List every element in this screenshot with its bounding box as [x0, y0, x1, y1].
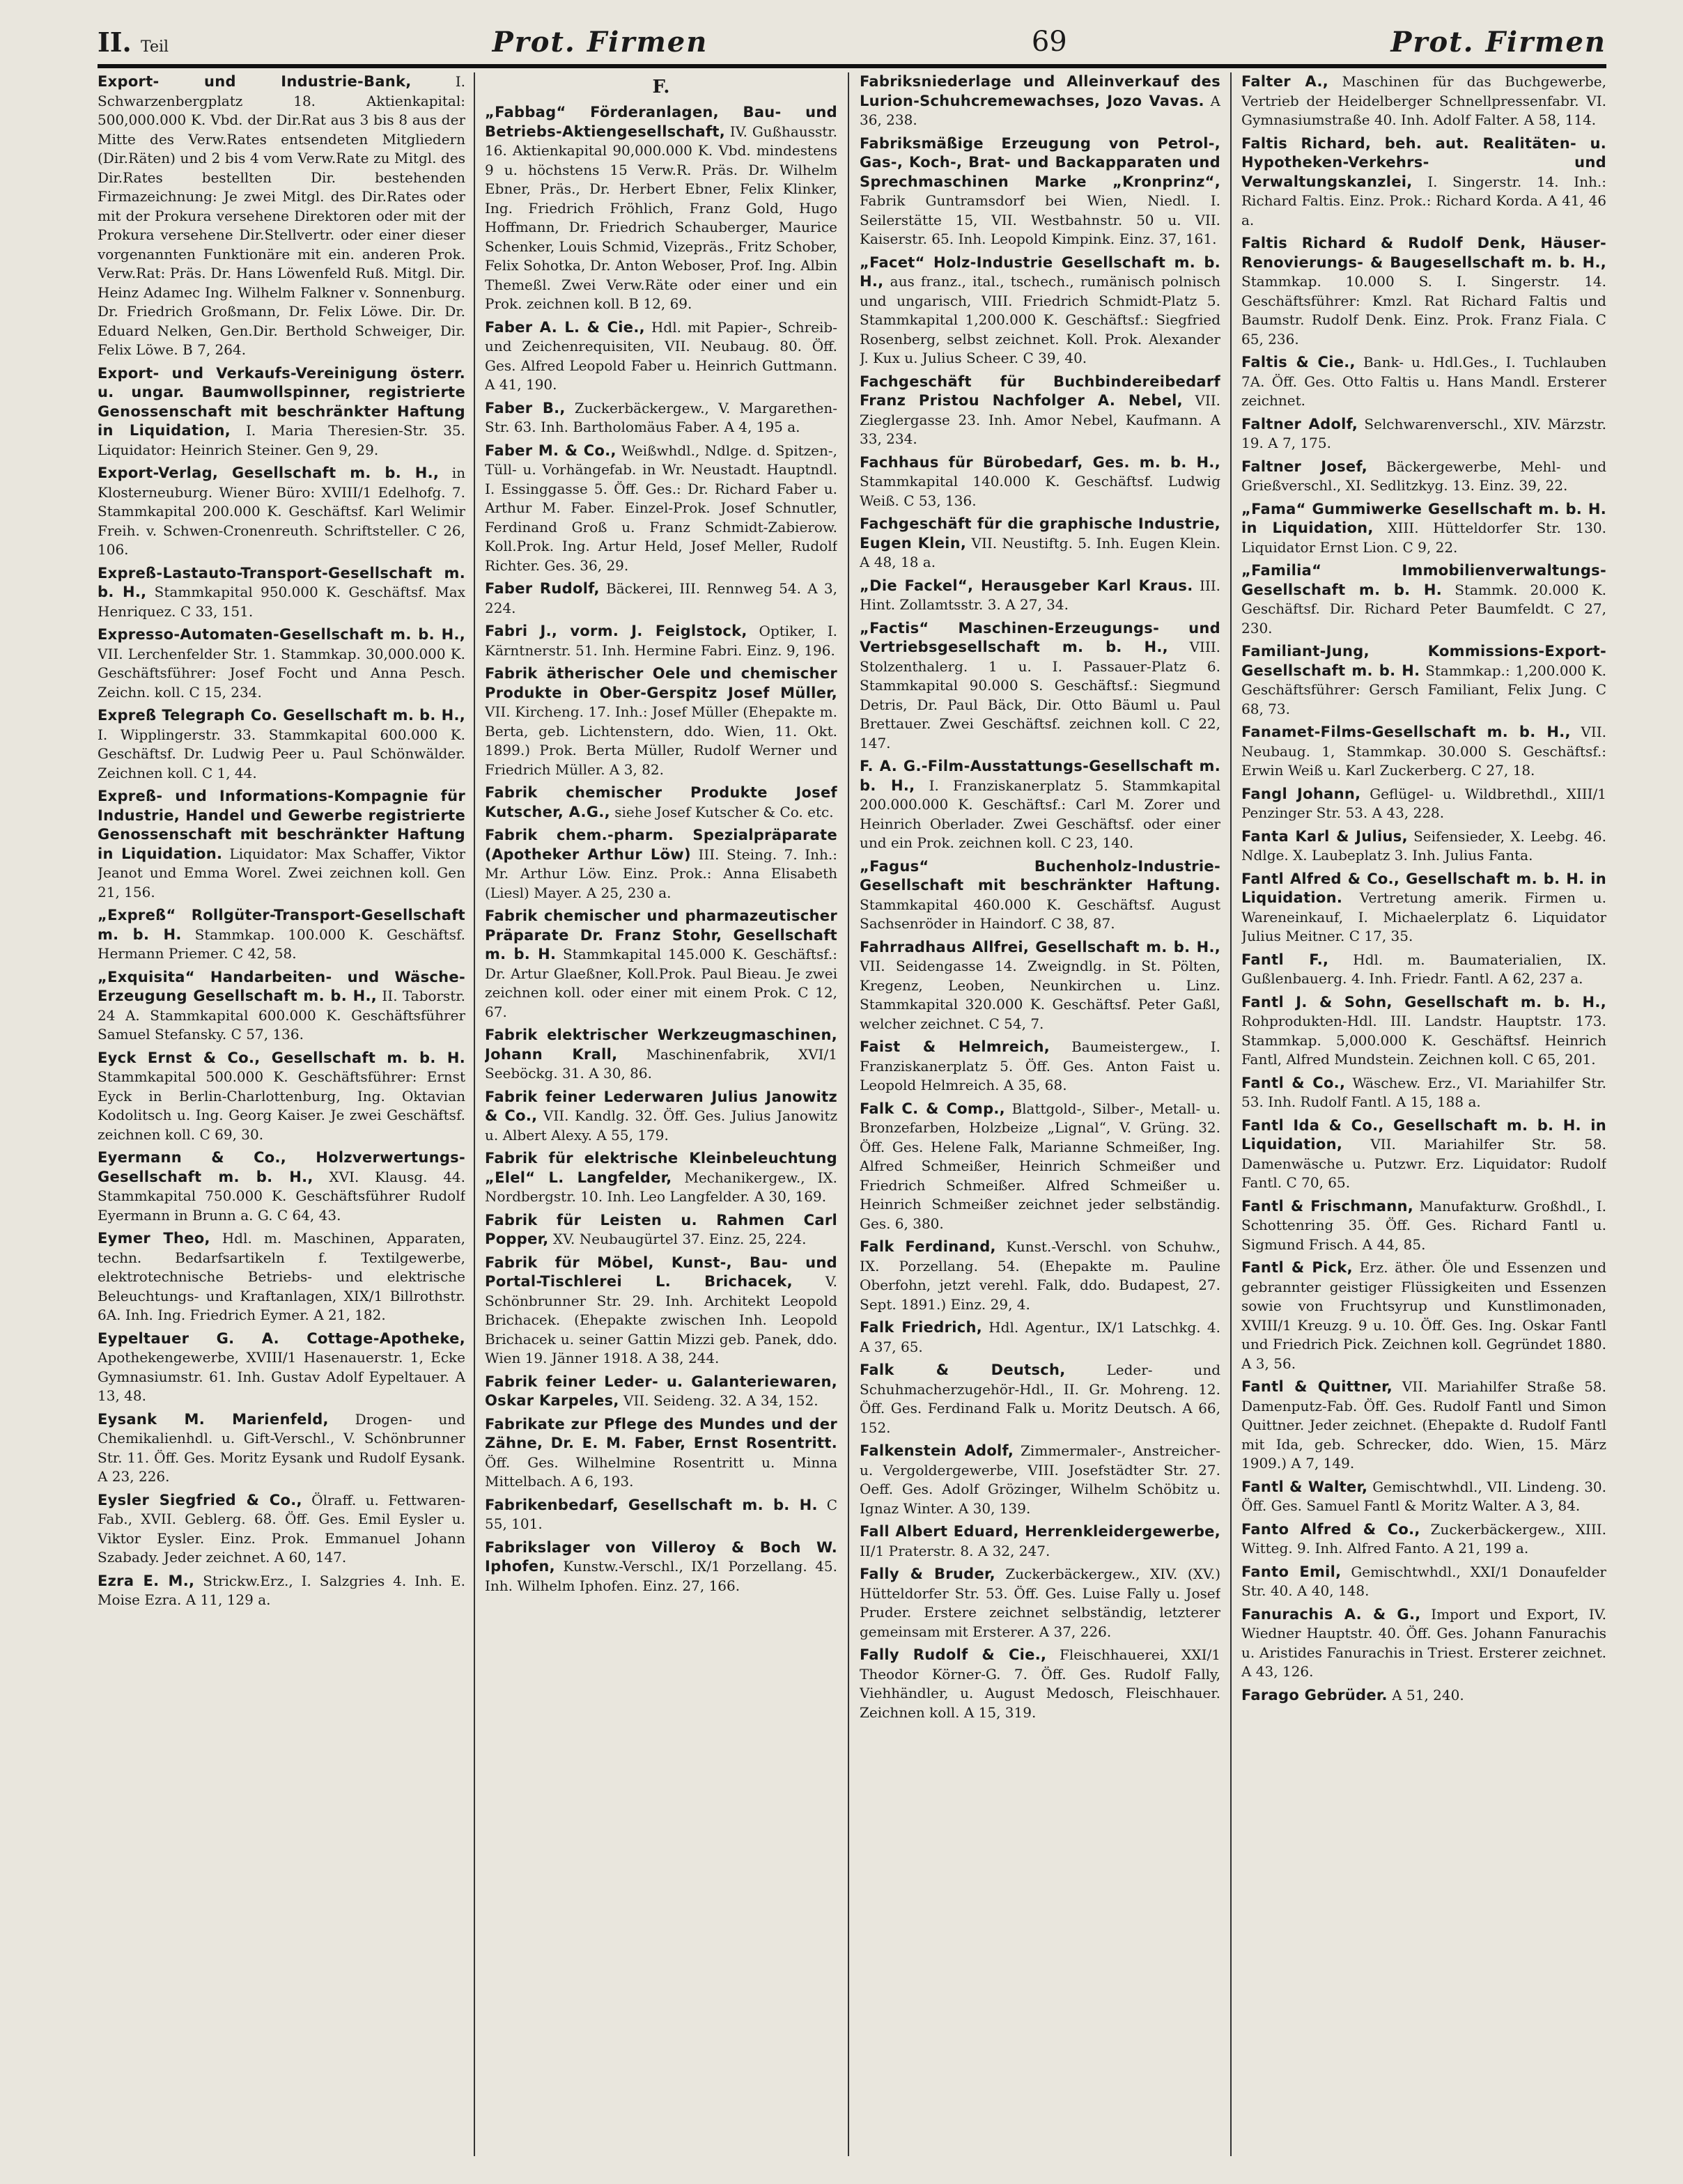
directory-entry [485, 1088, 837, 1146]
firm-name: „Expreß“ Rollgüter-Transport-Gesellschaft m. b. H. [98, 907, 465, 943]
directory-entry [98, 72, 465, 360]
entry-details: Stammkapital 145.000 K. Geschäftsf.: Dr. Artur Glaeßner, Koll.Prok. Paul Bieau. Je zwei zeichnen koll. oder einer mit einem Prok. C 12, 67. [485, 946, 837, 1020]
firm-name: Fabrik für Möbel, Kunst-, Bau- und Portal-Tischlerei L. Brichacek, [485, 1254, 837, 1290]
directory-entry [1241, 1116, 1606, 1193]
directory-entry [1241, 134, 1606, 231]
firm-name: Falk C. & Comp., [860, 1100, 1005, 1117]
firm-name: Fachhaus für Bürobedarf, Ges. m. b. H., [860, 453, 1220, 471]
directory-entry [98, 1572, 465, 1610]
directory-entry [1241, 870, 1606, 946]
directory-entry [98, 906, 465, 964]
entry-details: Maschinenfabrik, XVI/1 Seeböckg. 31. A 30, 86. [485, 1045, 837, 1082]
entry-details: A 51, 240. [1392, 1686, 1464, 1703]
column-divider [848, 72, 849, 2156]
entry-details: Leder- und Schuhmacherzugehör-Hdl., II. Gr. Mohreng. 12. Öff. Ges. Ferdinand Falk u. Moritz Deutsch. A 66, 152. [860, 1362, 1220, 1436]
firm-name: Faltis Richard, beh. aut. Realitäten- u. Hypotheken-Verkehrs- und Verwaltungskanzlei, [1241, 134, 1606, 190]
directory-entry [1241, 951, 1606, 989]
firm-name: Faber M. & Co., [485, 442, 616, 459]
firm-name: Fabrik feiner Leder- u. Galanteriewaren, Oskar Karpeles, [485, 1373, 837, 1409]
firm-name: „Factis“ Maschinen-Erzeugungs- und Vertriebsgesellschaft m. b. H., [860, 619, 1220, 655]
entry-details: VII. Lerchenfelder Str. 1. Stammkap. 30,000.000 K. Geschäftsführer: Josef Focht und Anna Pesch. Zeichn. koll. C 15, 234. [98, 645, 465, 701]
directory-entry [485, 442, 837, 576]
firm-name: Export- und Industrie-Bank, [98, 73, 412, 90]
entry-details: VII. Seidengasse 14. Zweigndlg. in St. Pölten, Kregenz, Leoben, Neunkirchen u. Linz. Stammkapital 320.000 K. Geschäftsf. Peter Gaßl, welcher zeichnet. C 54, 7. [860, 958, 1220, 1032]
entry-details: Seifensieder, X. Leebg. 46. Ndlge. X. Laubeplatz 3. Inh. Julius Fanta. [1241, 827, 1606, 864]
entry-details: XVI. Klausg. 44. Stammkapital 750.000 K. Geschäftsführer Rudolf Eyermann in Brunn a. G. C 64, 43. [98, 1168, 465, 1224]
entry-details: Import und Export, IV. Wiedner Hauptstr. 40. Öff. Ges. Johann Fanurachis u. Aristides Fanurachis in Triest. Ersterer zeichnet. A 43, 126. [1241, 1605, 1606, 1680]
entry-details: Manufakturw. Großhdl., I. Schottenring 35. Öff. Ges. Richard Fantl u. Sigmund Frisch. A 44, 85. [1241, 1197, 1606, 1253]
directory-entry [860, 1238, 1220, 1314]
directory-entry [485, 622, 837, 660]
directory-entry [1241, 1686, 1606, 1706]
entry-details: Stammkapital 500.000 K. Geschäftsführer: Ernst Eyck in Berlin-Charlottenburg, Ing. Oktavian Kodolitsch u. Ing. Georg Kaiser. Je zwei Geschäftsf. zeichnen koll. C 69, 30. [98, 1068, 465, 1143]
entry-details: siehe Josef Kutscher & Co. etc. [614, 803, 834, 820]
entry-details: Hdl. mit Papier-, Schreib- und Zeichenrequisiten, VII. Neubaug. 80. Öff. Ges. Alfred Leopold Faber u. Heinrich Guttmann. A 41, 190. [485, 318, 837, 393]
firm-name: Fabriksniederlage und Alleinverkauf des Lurion-Schuhcremewachses, Jozo Vavas. [860, 73, 1220, 109]
firm-name: Fabrik chemischer Produkte Josef Kutscher, A.G., [485, 784, 837, 820]
column-divider [1230, 72, 1232, 2156]
directory-entry [1241, 353, 1606, 411]
directory-entry [98, 706, 465, 783]
firm-name: „Die Fackel“, Herausgeber Karl Kraus. [860, 577, 1193, 594]
header-rule [98, 64, 1606, 68]
entry-details: Apothekengewerbe, XVIII/1 Hasenauerstr. 1, Ecke Gymnasiumstr. 61. Inh. Gustav Adolf Eypeltauer. A 13, 48. [98, 1349, 465, 1404]
firm-name: Fantl & Co., [1241, 1074, 1346, 1091]
firm-name: Faber A. L. & Cie., [485, 318, 645, 336]
directory-entry [485, 1538, 837, 1596]
directory-entry [485, 1149, 837, 1207]
directory-entry [860, 1442, 1220, 1518]
entry-details: in Klosterneuburg. Wiener Büro: XVIII/1 Edelhofg. 7. Stammkapital 200.000 K. Geschäftsf. Karl Welimir Freih. v. Schwen-Cronenreuth. Schriftsteller. C 26, 106. [98, 465, 465, 558]
directory-entry [485, 1254, 837, 1368]
firm-name: Eypeltauer G. A. Cottage-Apotheke, [98, 1329, 465, 1347]
directory-entry [98, 1329, 465, 1406]
directory-entry [485, 1496, 837, 1534]
firm-name: Expreß- und Informations-Kompagnie für Industrie, Handel und Gewerbe registrierte Genossenschaft mit beschränkter Haftung in Liquidation. [98, 788, 465, 862]
entry-details: Blattgold-, Silber-, Metall- u. Bronzefarben, Holzbeize „Lignal“, V. Grüng. 32. Öff. Ges. Helene Falk, Marianne Schmeißer, Ing. Alfred Schmeißer, Heinrich Schmeißer und Friedrich Schmeißer. Alfred Schmeißer u. Heinrich Schmeißer zeichnet jeder selbständig. Ges. 6, 380. [860, 1100, 1220, 1232]
firm-name: „Fagus“ Buchenholz-Industrie-Gesellschaft mit beschränkter Haftung. [860, 857, 1220, 894]
firm-name: Faber Rudolf, [485, 580, 600, 597]
entry-details: Strickw.Erz., I. Salzgries 4. Inh. E. Moise Ezra. A 11, 129 a. [98, 1572, 465, 1608]
entry-details: Kunstw.-Verschl., IX/1 Porzellang. 45. Inh. Wilhelm Iphofen. Einz. 27, 166. [485, 1558, 837, 1594]
directory-entry [1241, 1197, 1606, 1255]
firm-name: F. A. G.-Film-Ausstattungs-Gesellschaft m. b. H., [860, 758, 1220, 794]
firm-name: Fally Rudolf & Cie., [860, 1646, 1047, 1663]
entry-details: IV. Gußhausstr. 16. Aktienkapital 90,000.000 K. Vbd. mindestens 9 u. höchstens 15 Verw.R. Präs. Dr. Wilhelm Ebner, Präs., Dr. Herbert Ebner, Felix Klinker, Ing. Friedrich Fröhlich, Franz Gold, Hugo Hoffmann, Dr. Friedrich Schauberger, Maurice Schenker, Louis Schmid, Vizepräs., Fritz Schober, Felix Sohotka, Dr. Anton Weboser, Prof. Ing. Albin Themeßl. Zwei Verw.Räte oder einer und ein Prok. zeichnen koll. B 12, 69. [485, 123, 837, 312]
directory-entry [860, 577, 1220, 615]
firm-name: Expreß-Lastauto-Transport-Gesellschaft m. b. H., [98, 564, 465, 600]
firm-name: Fabri J., vorm. J. Feiglstock, [485, 623, 747, 639]
entry-details: Stammkap. 10.000 S. I. Singerstr. 14. Geschäftsführer: Kmzl. Rat Richard Faltis und Baumstr. Rudolf Denk. Einz. Prok. Franz Fiala. C 65, 236. [1241, 273, 1606, 348]
directory-entry [860, 1522, 1220, 1561]
entry-details: Stammkapital 950.000 K. Geschäftsf. Max Henriquez. C 33, 151. [98, 584, 465, 620]
firm-name: Fabrik ätherischer Oele und chemischer Produkte in Ober-Gerspitz Josef Müller, [485, 665, 837, 701]
directory-entry [1241, 1478, 1606, 1516]
directory-entry [485, 1373, 837, 1411]
entry-details: I. Maria Theresien-Str. 35. Liquidator: Heinrich Steiner. Gen 9, 29. [98, 422, 465, 458]
entry-details: Zuckerbäckergew., XIV. (XV.) Hütteldorfer Str. 53. Öff. Ges. Luise Fally u. Josef Pruder. Erstere zeichnet selbständig, letzterer gemeinsam mit Ersterer. A 37, 226. [860, 1566, 1220, 1640]
firm-name: Fanto Emil, [1241, 1563, 1342, 1580]
entry-details: VII. Zieglergasse 23. Inh. Amor Nebel, Kaufmann. A 33, 234. [860, 392, 1220, 447]
directory-entry [1241, 785, 1606, 823]
entry-details: Mechanikergew., IX. Nordbergstr. 10. Inh. Leo Langfelder. A 30, 169. [485, 1169, 837, 1205]
directory-entry [485, 399, 837, 437]
entry-details: Wäschew. Erz., VI. Mariahilfer Str. 53. Inh. Rudolf Fantl. A 15, 188 a. [1241, 1074, 1606, 1110]
directory-entry [1241, 500, 1606, 558]
firm-name: Eyck Ernst & Co., Gesellschaft m. b. H. [98, 1049, 465, 1066]
firm-name: Ezra E. M., [98, 1572, 195, 1589]
entry-details: Maschinen für das Buchgewerbe, Vertrieb der Heidelberger Schnellpressenfabr. VI. Gymnasiumstraße 40. Inh. Adolf Falter. A 58, 114. [1241, 73, 1606, 128]
entry-details: III. Hint. Zollamtsstr. 3. A 27, 34. [860, 577, 1220, 613]
firm-name: Fabrik für Leisten u. Rahmen Carl Popper, [485, 1211, 837, 1247]
entry-details: Stammkap. 100.000 K. Geschäftsf. Hermann Priemer. C 42, 58. [98, 926, 465, 962]
firm-name: Fantl Alfred & Co., Gesellschaft m. b. H. in Liquidation. [1241, 870, 1606, 906]
entry-details: Bank- u. Hdl.Ges., I. Tuchlauben 7A. Öff. Ges. Otto Faltis u. Hans Mandl. Ersterer zeichnet. [1241, 354, 1606, 409]
entry-details: Hdl. m. Baumaterialien, IX. Gußlenbauerg. 4. Inh. Friedr. Fantl. A 62, 237 a. [1241, 951, 1606, 987]
column-4 [1241, 72, 1606, 2156]
firm-name: Faber B., [485, 399, 566, 416]
firm-name: Falk Ferdinand, [860, 1238, 996, 1255]
entry-details: Hdl. Agentur., IX/1 Latschkg. 4. A 37, 65. [860, 1319, 1220, 1355]
entry-details: Rohprodukten-Hdl. III. Landstr. Hauptstr. 173. Stammkap. 5,000.000 K. Geschäftsf. Heinrich Fantl, Alfred Mundstein. Zeichnen koll. C 65, 201. [1241, 1013, 1606, 1068]
directory-entry [98, 1049, 465, 1145]
firm-name: „Facet“ Holz-Industrie Gesellschaft m. b. H., [860, 254, 1220, 290]
firm-name: Expresso-Automaten-Gesellschaft m. b. H., [98, 626, 465, 643]
firm-name: Fahrradhaus Allfrei, Gesellschaft m. b. H., [860, 938, 1220, 956]
firm-name: Fanamet-Films-Gesellschaft m. b. H., [1241, 724, 1571, 740]
firm-name: Fabrik feiner Lederwaren Julius Janowitz & Co., [485, 1088, 837, 1124]
directory-entry [1241, 827, 1606, 866]
directory-entry [98, 1410, 465, 1487]
directory-entry [485, 664, 837, 779]
firm-name: Eyermann & Co., Holzverwertungs-Gesellschaft m. b. H., [98, 1149, 465, 1185]
entry-details: Vertretung amerik. Firmen u. Wareneinkauf, I. Michaelerplatz 6. Liquidator Julius Meitner. C 17, 35. [1241, 889, 1606, 944]
firm-name: Fabrik chem.-pharm. Spezialpräparate (Apotheker Arthur Löw) [485, 827, 837, 863]
directory-entry [1241, 642, 1606, 719]
firm-name: „Exquisita“ Handarbeiten- und Wäsche-Erzeugung Gesellschaft m. b. H., [98, 968, 465, 1004]
firm-name: Fantl & Walter, [1241, 1478, 1368, 1495]
entry-details: Zuckerbäckergew., XIII. Witteg. 9. Inh. Alfred Fanto. A 21, 199 a. [1241, 1520, 1606, 1557]
entry-details: Geflügel- u. Wildbrethdl., XIII/1 Penzinger Str. 53. A 43, 228. [1241, 785, 1606, 821]
directory-entry [860, 134, 1220, 249]
firm-name: Export- und Verkaufs-Vereinigung österr. u. ungar. Baumwollspinner, registrierte Genossenschaft mit beschränkter Haftung in Liquidation, [98, 364, 465, 439]
firm-name: Faltner Adolf, [1241, 415, 1358, 432]
directory-entry [1241, 1258, 1606, 1373]
entry-details: VII. Kandlg. 32. Öff. Ges. Julius Janowitz u. Albert Alexy. A 55, 179. [485, 1107, 837, 1144]
entry-details: Drogen- und Chemikalienhdl. u. Gift-Verschl., V. Schönbrunner Str. 11. Öff. Ges. Moritz Eysank und Rudolf Eysank. A 23, 226. [98, 1410, 465, 1485]
directory-entry [98, 1148, 465, 1225]
entry-details: I. Wipplingerstr. 33. Stammkapital 600.000 K. Geschäftsf. Dr. Ludwig Peer u. Paul Schönwälder. Zeichnen koll. C 1, 44. [98, 726, 465, 781]
firm-name: Fachgeschäft für Buchbindereibedarf Franz Pristou Nachfolger A. Nebel, [860, 373, 1220, 409]
directory-entry [98, 564, 465, 622]
firm-name: Farago Gebrüder. [1241, 1686, 1388, 1703]
firm-name: „Fama“ Gummiwerke Gesellschaft m. b. H. in Liquidation, [1241, 500, 1606, 536]
column-3 [860, 72, 1220, 2156]
entry-details: I. Singerstr. 14. Inh.: Richard Faltis. Einz. Prok.: Richard Korda. A 41, 46 a. [1241, 173, 1606, 228]
directory-entry [1241, 458, 1606, 496]
firm-name: Falk & Deutsch, [860, 1362, 1066, 1378]
directory-entry [98, 364, 465, 460]
directory-entry [98, 968, 465, 1045]
firm-name: Fantl & Frischmann, [1241, 1197, 1413, 1215]
directory-entry [485, 318, 837, 395]
entry-details: Öff. Ges. Wilhelmine Rosentritt u. Minna Mittelbach. A 6, 193. [485, 1453, 837, 1490]
firm-name: Falkenstein Adolf, [860, 1442, 1014, 1459]
firm-name: Fabrik elektrischer Werkzeugmaschinen, Johann Krall, [485, 1027, 837, 1063]
entry-details: Selchwarenverschl., XIV. Märzstr. 19. A 7, 175. [1241, 415, 1606, 451]
firm-name: Fally & Bruder, [860, 1566, 995, 1582]
directory-entry [485, 1211, 837, 1249]
firm-name: Fantl F., [1241, 951, 1329, 968]
directory-entry [98, 787, 465, 902]
left-running-title: Prot. Firmen [492, 25, 708, 58]
directory-entry [860, 1361, 1220, 1437]
directory-entry [485, 783, 837, 822]
firm-name: Eysler Siegfried & Co., [98, 1491, 302, 1508]
part-number: II. Teil [98, 26, 169, 58]
entry-details: Bäckergewerbe, Mehl- und Grießverschl., XI. Sedlitzkyg. 13. Einz. 39, 22. [1241, 458, 1606, 494]
entry-details: II/1 Praterstr. 8. A 32, 247. [860, 1542, 1050, 1559]
directory-entry [1241, 1605, 1606, 1682]
directory-entry [860, 938, 1220, 1034]
firm-name: Fachgeschäft für die graphische Industrie, Eugen Klein, [860, 515, 1220, 552]
entry-details: III. Steing. 7. Inh.: Mr. Arthur Löw. Einz. Prok.: Anna Elisabeth (Liesl) Mayer. A 25, 230 a. [485, 845, 837, 901]
entry-details: Zimmermaler-, Anstreicher- u. Vergoldergewerbe, VIII. Josefstädter Str. 27. Oeff. Ges. Adolf Grözinger, Wilhelm Schöbitz u. Ignaz Winter. A 30, 139. [860, 1442, 1220, 1517]
entry-details: A 36, 238. [860, 92, 1220, 128]
entry-details: C 55, 101. [485, 1496, 837, 1532]
directory-entry [860, 453, 1220, 511]
firm-name: Eymer Theo, [98, 1230, 210, 1247]
entry-details: Bäckerei, III. Rennweg 54. A 3, 224. [485, 580, 837, 616]
firm-name: Expreß Telegraph Co. Gesellschaft m. b. H., [98, 707, 465, 724]
directory-entry [1241, 234, 1606, 349]
directory-entry [860, 1565, 1220, 1641]
entry-details: Stammkapital 140.000 K. Geschäftsf. Ludwig Weiß. C 53, 136. [860, 473, 1220, 509]
directory-entry [1241, 415, 1606, 453]
firm-name: Eysank M. Marienfeld, [98, 1410, 329, 1428]
section-letter: F. [652, 77, 670, 98]
directory-entry [485, 907, 837, 1022]
entry-details: Gemischtwhdl., XXI/1 Donaufelder Str. 40. A 40, 148. [1241, 1563, 1606, 1599]
directory-entry [485, 1026, 837, 1084]
page-number: 69 [1031, 26, 1067, 58]
entry-details: VII. Mariahilfer Str. 58. Damenwäsche u. Putzwr. Erz. Liquidator: Rudolf Fantl. C 70, 65. [1241, 1136, 1606, 1191]
firm-name: Fantl J. & Sohn, Gesellschaft m. b. H., [1241, 993, 1606, 1011]
directory-entry [1241, 1520, 1606, 1559]
firm-name: „Fabbag“ Förderanlagen, Bau- und Betriebs-Aktiengesellschaft, [485, 104, 837, 140]
directory-entry [98, 464, 465, 560]
entry-details: Erz. äther. Öle und Essenzen und gebrannter geistiger Flüssigkeiten und Essenzen sowie von Fruchtsyrup und Kunstlimonaden, XVIII/1 Kreuzg. 9 u. 10. Öff. Ges. Ing. Oskar Fantl und Friedrich Pick. Zeichnen koll. Gegründet 1880. A 3, 56. [1241, 1259, 1606, 1372]
firm-name: Faltis & Cie., [1241, 354, 1356, 370]
entry-details: VII. Seideng. 32. A 34, 152. [623, 1392, 819, 1409]
entry-details: XV. Neubaugürtel 37. Einz. 25, 224. [552, 1231, 807, 1247]
columns-container [98, 72, 1606, 2156]
directory-entry [1241, 1074, 1606, 1112]
firm-name: Fabrikate zur Pflege des Mundes und der Zähne, Dr. E. M. Faber, Ernst Rosentritt. [485, 1415, 837, 1451]
directory-entry [860, 1646, 1220, 1722]
firm-name: Export-Verlag, Gesellschaft m. b. H., [98, 465, 440, 481]
directory-entry [860, 757, 1220, 853]
entry-details: V. Schönbrunner Str. 29. Inh. Architekt Leopold Brichacek. (Ehepakte zwischen Inh. Leopold Brichacek u. seiner Gattin Mizzi geb. Panek, ddo. Wien 19. Jänner 1918. A 38, 244. [485, 1273, 837, 1366]
directory-entry [860, 857, 1220, 934]
entry-details: VII. Neubaug. 1, Stammkap. 30.000 S. Geschäftsf.: Erwin Weiß u. Karl Zuckerberg. C 27, 18. [1241, 724, 1606, 779]
firm-name: Fangl Johann, [1241, 785, 1361, 802]
directory-entry [860, 373, 1220, 449]
entry-details: VII. Kircheng. 17. Inh.: Josef Müller (Ehepakte m. Berta, geb. Lichtenstern, ddo. Wien, 11. Okt. 1899.) Prok. Berta Müller, Rudolf Werner und Friedrich Müller. A 3, 82. [485, 703, 837, 778]
right-running-title: Prot. Firmen [1390, 25, 1606, 58]
entry-details: Gemischtwhdl., VII. Lindeng. 30. Öff. Ges. Samuel Fantl & Moritz Walter. A 3, 84. [1241, 1478, 1606, 1514]
entry-details: Hdl. m. Maschinen, Apparaten, techn. Bedarfsartikeln f. Textilgewerbe, elektrotechnische Betriebs- und elektrische Beleuchtungs- und Kraftanlagen, XIX/1 Billrothstr. 6A. Inh. Ing. Friedrich Eymer. A 21, 182. [98, 1230, 465, 1323]
firm-name: Fantl & Quittner, [1241, 1378, 1393, 1395]
directory-entry [485, 826, 837, 903]
directory-entry [98, 1229, 465, 1325]
firm-name: Fanurachis A. & G., [1241, 1605, 1421, 1623]
directory-entry [1241, 993, 1606, 1070]
firm-name: Faist & Helmreich, [860, 1038, 1050, 1055]
directory-entry [860, 515, 1220, 572]
firm-name: Faltner Josef, [1241, 458, 1368, 475]
firm-name: Familiant-Jung, Kommissions-Export-Gesellschaft m. b. H. [1241, 643, 1606, 679]
directory-entry [485, 1415, 837, 1492]
entry-details: VII. Mariahilfer Straße 58. Damenputz-Fab. Öff. Ges. Rudolf Fantl und Simon Quittner. Jeder zeichnet. (Ehepakte d. Rudolf Fantl mit Ida, geb. Schrecker, ddo. Wien, 15. März 1909.) A 7, 149. [1241, 1378, 1606, 1472]
entry-details: I. Franziskanerplatz 5. Stammkapital 200.000.000 K. Geschäftsf.: Carl M. Zorer und Heinrich Oberlader. Zwei Geschäftsf. oder einer und ein Prok. zeichnen koll. C 23, 140. [860, 777, 1220, 851]
entry-details: Zuckerbäckergew., V. Margarethen-Str. 63. Inh. Bartholomäus Faber. A 4, 195 a. [485, 399, 837, 435]
column-1 [98, 72, 465, 2156]
entry-details: Kunst.-Verschl. von Schuhw., IX. Porzellang. 54. (Ehepakte m. Pauline Oberfohn, jetzt verehl. Falk, ddo. Budapest, 27. Sept. 1891.) Einz. 29, 4. [860, 1238, 1220, 1313]
firm-name: Fall Albert Eduard, Herrenkleidergewerbe, [860, 1523, 1220, 1540]
entry-details: Ölraff. u. Fettwaren-Fab., XVII. Geblerg. 68. Öff. Ges. Emil Eysler u. Viktor Eysler. Einz. Prok. Emmanuel Johann Szabady. Jeder zeichnet. A 60, 147. [98, 1491, 465, 1566]
entry-details: Stammkap.: 1,200.000 K. Geschäftsführer: Gersch Familiant, Felix Jung. C 68, 73. [1241, 662, 1606, 717]
firm-name: Fabriksmäßige Erzeugung von Petrol-, Gas-, Koch-, Brat- und Backapparaten und Sprechmaschinen Marke „Kronprinz“, [860, 134, 1220, 190]
directory-entry [485, 579, 837, 618]
entry-details: Liquidator: Max Schaffer, Viktor Jeanot und Emma Worel. Zwei zeichnen koll. Gen 21, 156. [98, 845, 465, 900]
entry-details: Fabrik Guntramsdorf bei Wien, Niedl. I. Seilerstätte 15, VII. Westbahnstr. 50 u. VII. Kaiserstr. 65. Inh. Leopold Kimpink. Einz. 37, 161. [860, 192, 1220, 247]
entry-details: Weißwhdl., Ndlge. d. Spitzen-, Tüll- u. Vorhängefab. in Wr. Neustadt. Hauptndl. I. Essinggasse 5. Öff. Ges.: Dr. Richard Faber u. Arthur M. Faber. Einzel-Prok. Josef Schnutler, Ferdinand Groß u. Franz Schmidt-Zabierow. Koll.Prok. Ing. Artur Held, Josef Meller, Rudolf Richter. Ges. 36, 29. [485, 442, 837, 574]
firm-name: Fabrikenbedarf, Gesellschaft m. b. H. [485, 1496, 818, 1513]
firm-name: Faltis Richard & Rudolf Denk, Häuser-Renovierungs- & Baugesellschaft m. b. H., [1241, 235, 1606, 271]
entry-details: Optiker, I. Kärntnerstr. 51. Inh. Hermine Fabri. Einz. 9, 196. [485, 623, 837, 659]
entry-details: VII. Neustiftg. 5. Inh. Eugen Klein. A 48, 18 a. [860, 534, 1220, 570]
directory-entry [1241, 561, 1606, 638]
firm-name: Fantl Ida & Co., Gesellschaft m. b. H. in Liquidation, [1241, 1116, 1606, 1153]
entry-details: I. Schwarzenbergplatz 18. Aktienkapital: 500,000.000 K. Vbd. der Dir.Rat aus 3 bis 8 aus der Mitte des Verw.Rates entsendeten Mitgliedern (Dir.Räten) und 2 bis 4 vom Verw.Rate zu Mitgl. des Dir.Rates bestellten Dir. bestehenden Firmazeichnung: Je zwei Mitgl. des Dir.Rates oder mit der Prokura versehene Direktoren oder mit der Prokura versehene Dir.Stellvertr. oder einer dieser vorgenannten Funktionäre mit ein. anderen Prok. Verw.Rat: Präs. Dr. Hans Löwenfeld Ruß. Mitgl. Dir. Heinz Adamec Ing. Wilhelm Falkner v. Sonnenburg. Dr. Friedrich Großmann, Dr. Felix Löwe. Dir. Dr. Eduard Nelken, Gen.Dir. Berthold Schweiger, Dir. Felix Löwe. B 7, 264. [98, 73, 465, 358]
directory-entry [485, 103, 837, 314]
directory-entry [98, 1491, 465, 1568]
entry-details: XIII. Hütteldorfer Str. 130. Liquidator Ernst Lion. C 9, 22. [1241, 520, 1606, 556]
running-header [98, 21, 1606, 63]
firm-name: Fanta Karl & Julius, [1241, 827, 1408, 845]
firm-name: Fanto Alfred & Co., [1241, 1520, 1420, 1538]
directory-entry [1241, 1563, 1606, 1601]
directory-entry [860, 1100, 1220, 1234]
directory-entry [860, 72, 1220, 130]
directory-entry [98, 625, 465, 702]
firm-name: Fabrikslager von Villeroy & Boch W. Iphofen, [485, 1538, 837, 1575]
directory-entry [1241, 723, 1606, 781]
directory-entry [860, 1038, 1220, 1095]
column-divider [474, 72, 475, 2156]
column-2 [485, 72, 837, 2156]
firm-name: Fabrik für elektrische Kleinbeleuchtung „Elel“ L. Langfelder, [485, 1150, 837, 1186]
entry-details: Stammkapital 460.000 K. Geschäftsf. August Sachsenröder in Haindorf. C 38, 87. [860, 896, 1220, 932]
firm-name: „Familia“ Immobilienverwaltungs-Gesellschaft m. b. H. [1241, 562, 1606, 598]
entry-details: Baumeistergew., I. Franziskanerplatz 5. Öff. Ges. Anton Faist u. Leopold Helmreich. A 35, 68. [860, 1038, 1220, 1093]
firm-name: Falter A., [1241, 73, 1329, 90]
entry-details: II. Taborstr. 24 A. Stammkapital 600.000 K. Geschäftsführer Samuel Stefansky. C 57, 136. [98, 988, 465, 1043]
directory-entry [860, 619, 1220, 754]
entry-details: aus franz., ital., tschech., rumänisch polnisch und ungarisch, VIII. Friedrich Schmidt-Platz 5. Stammkapital 1,200.000 K. Geschäftsf.: Siegfried Rosenberg, selbst zeichnet. Koll. Prok. Alexander J. Kux u. Julius Scheer. C 39, 40. [860, 273, 1220, 366]
entry-details: Fleischhauerei, XXI/1 Theodor Körner-G. 7. Öff. Ges. Rudolf Fally, Viehhändler, u. August Medosch, Fleischhauer. Zeichnen koll. A 15, 319. [860, 1646, 1220, 1721]
directory-entry [860, 254, 1220, 368]
firm-name: Falk Friedrich, [860, 1319, 982, 1336]
directory-entry [1241, 72, 1606, 130]
entry-details: Stammk. 20.000 K. Geschäftsf. Dir. Richard Peter Baumfeldt. C 27, 230. [1241, 581, 1606, 637]
firm-name: Fabrik chemischer und pharmazeutischer Präparate Dr. Franz Stohr, Gesellschaft m. b. H. [485, 907, 837, 962]
firm-name: Fantl & Pick, [1241, 1259, 1353, 1276]
entry-details: VIII. Stolzenthalerg. 1 u. I. Passauer-Platz 6. Stammkapital 90.000 S. Geschäftsf.: Siegmund Detris, Dr. Paul Bäck, Dir. Otto Bäuml u. Paul Brettauer. Zwei Geschäftsf. zeichnen koll. C 22, 147. [860, 639, 1220, 751]
directory-entry [1241, 1378, 1606, 1474]
directory-entry [860, 1318, 1220, 1357]
